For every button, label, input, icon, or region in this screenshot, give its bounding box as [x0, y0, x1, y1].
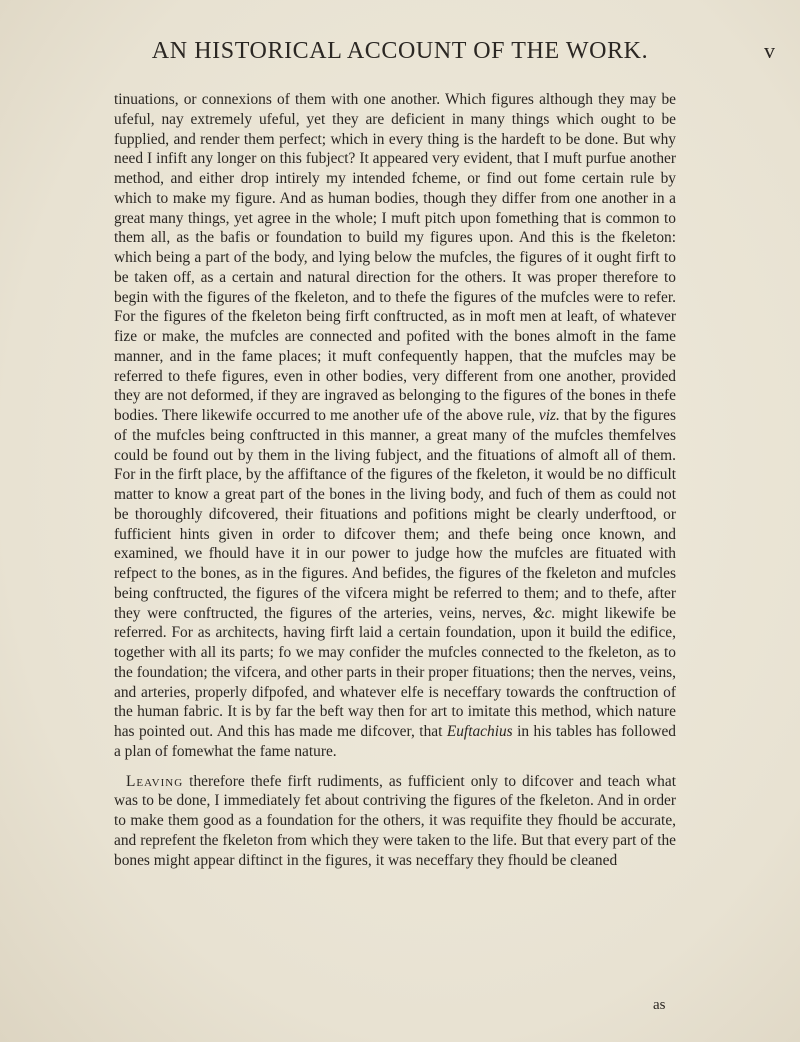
italic-eustachius: Euftachius — [446, 723, 513, 740]
catchword: as — [653, 997, 666, 1013]
italic-etc: &c. — [532, 604, 556, 622]
page-number: v — [764, 38, 775, 63]
paragraph-1-continuation-b: might likewife be referred. For as architects, having firft laid a certain foundation, upon it build the edifice, together with all its parts; fo we may confider the mufcles connected to the fkeleton, as to the foundation; the vifcera, and other parts in their proper fituations; then the nerves, veins, and arteries, properly difpofed, and whatever elfe is neceffary towards the conftruction of the human fabric. It is by far the beft way then for art to imitate this method, which nature has pointed out. And this has made me difcover, that — [114, 604, 676, 740]
paragraph-2 — [114, 772, 676, 871]
paragraph-2-lead-word: Leaving — [126, 772, 184, 790]
italic-viz: viz. — [538, 407, 560, 424]
paragraph-1 — [114, 90, 676, 762]
paragraph-1-continuation-c: in his tables has followed a plan of fomewhat the fame nature. — [114, 723, 676, 760]
running-title: AN HISTORICAL ACCOUNT OF THE WORK. — [151, 38, 649, 64]
paragraph-1-continuation: that by the figures of the mufcles being conftructed in this manner, a great many of the mufcles themfelves could be found out by them in the living fubject, and the fituations of almoft all of them. For in the firft place, by the affiftance of the figures of the fkeleton, it would be no difficult matter to know a great part of the bones in the living body, and fuch of them as could not be thoroughly difcovered, their fituations and pofitions might be clearly underftood, or fufficient hints given in order to difcover them; and thefe being once known, and examined, we fhould have it in our power to judge how the mufcles are fituated with refpect to the bones, as in the figures. And befides, the figures of the fkeleton and mufcles being conftructed, the figures of the vifcera might be referred to them; and to thefe, after they were conftructed, the figures of the arteries, veins, nerves, — [114, 407, 676, 622]
paragraph-2-text: therefore thefe firft rudiments, as fufficient only to difcover and teach what was to be done, I immediately fet about contriving the figures of the fkeleton. And in order to make them good as a foundation for the others, it was requifite they fhould be accurate, and reprefent the fkeleton from which they were taken to the life. But that every part of the bones might appear diftinct in the figures, it was neceffary they fhould be cleaned — [114, 772, 676, 869]
paragraph-1-text: tinuations, or connexions of them with one another. Which figures although they may be ufeful, nay extremely ufeful, yet they are deficient in many things which ought to be fupplied, and render them perfect; which in every thing is the hardeft to be done. But why need I infift any longer on this fubject? It appeared very evident, that I muft purfue another method, and either drop intirely my intended fcheme, or find out fome certain rule by which to make my figure. And as human bodies, though they differ from one another in a great many things, yet agree in the whole; I muft pitch upon fomething that is common to them all, as the bafis or foundation to build my figures upon. And this is the fkeleton: which being a part of the body, and lying below the mufcles, the figures of it ought firft to be taken off, as a certain and natural direction for the others. It was proper therefore to begin with the figures of the fkeleton, and to thefe the figures of the mufcles were to refer. For the figures of the fkeleton being firft conftructed, as in moft men at leaft, of whatever fize or make, the mufcles are connected and pofited with the bones almoft in the fame manner, and in the fame places; it muft confequently happen, that the mufcles may be referred to thefe figures, even in other bodies, very different from one another, provided they are not deformed, if they are ingraved as belonging to the figures of the bones in thefe bodies. There likewife occurred to me another ufe of the above rule, — [114, 91, 676, 424]
body-text — [114, 90, 676, 870]
